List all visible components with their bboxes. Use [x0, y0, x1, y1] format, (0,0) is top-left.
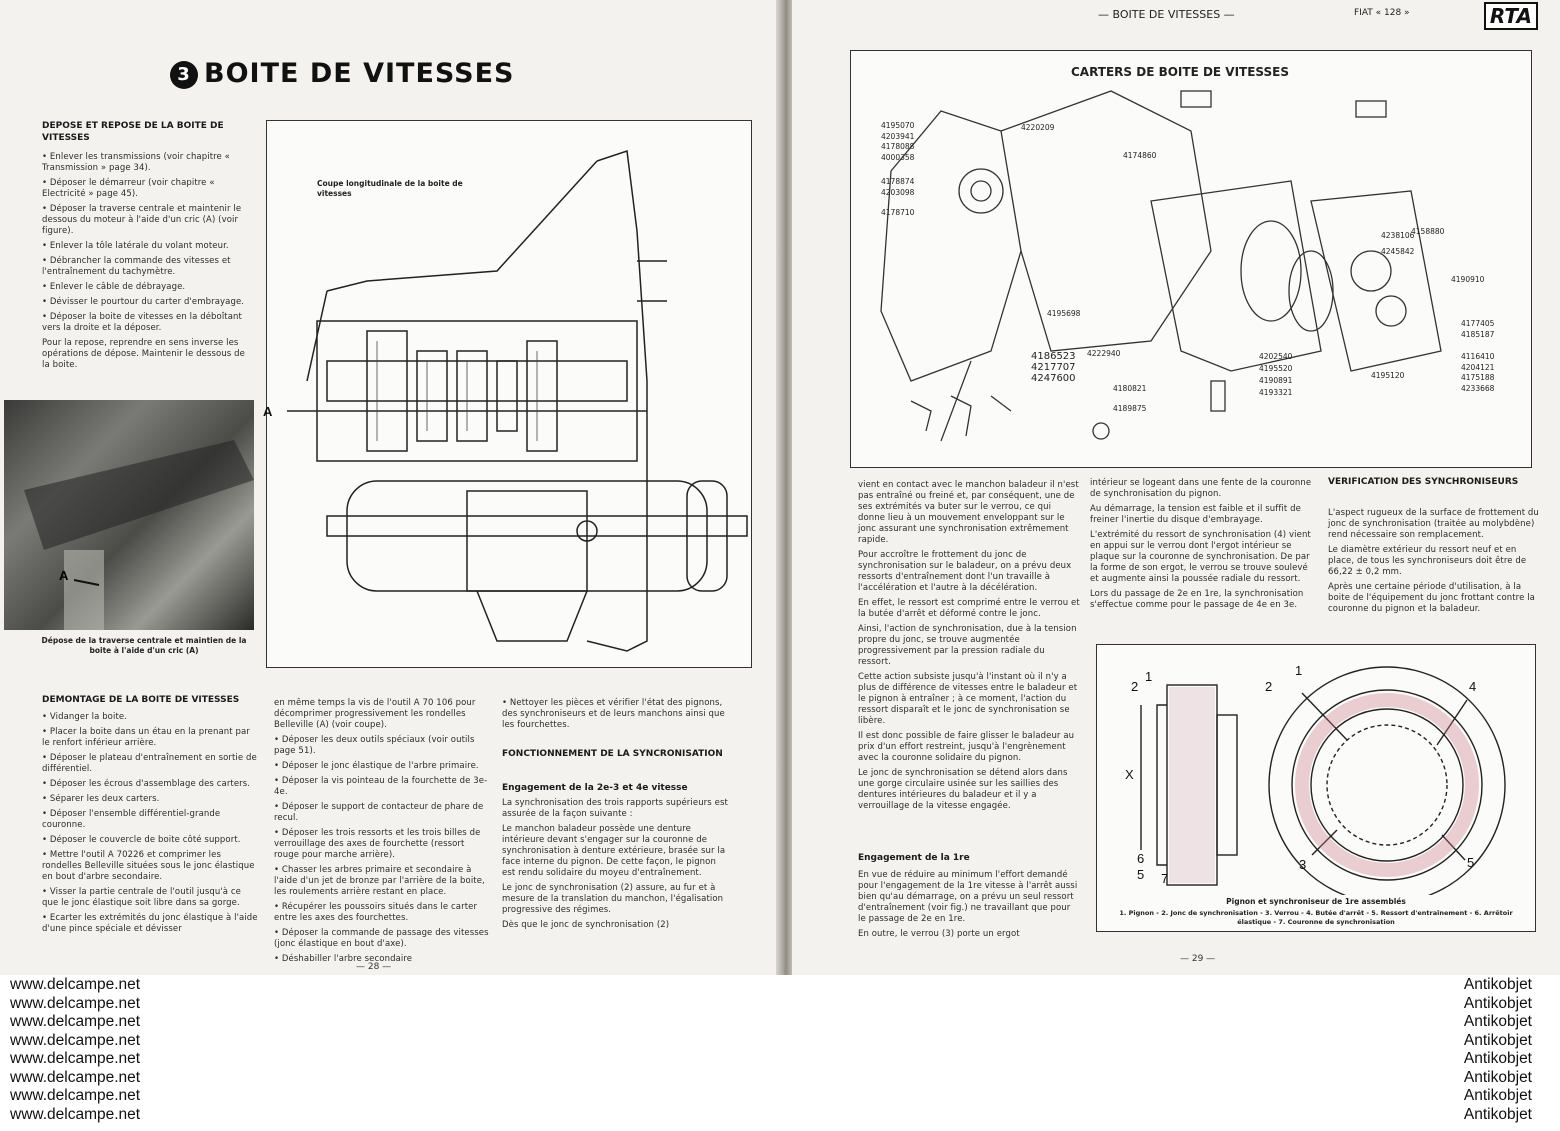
col2-step: • Déshabiller l'arbre secondaire [274, 954, 413, 964]
verification-paragraph: Le diamètre extérieur du ressort neuf et en place, de tous les synchroniseurs doit être de 66,22 ± 0,2 mm. [1328, 545, 1527, 577]
watermark-line: www.delcampe.net [10, 1105, 141, 1123]
synchro-paragraph: Ainsi, l'action de synchronisation, due à la tension propre du jonc, se trouve augmentée progressivement par la pression radiale du ressort. [858, 624, 1077, 667]
photo-detail [4, 400, 254, 630]
synchro-paragraph: Pour accroître le frottement du jonc de synchronisation sur le baladeur, on a prévu deux ressorts d'entraînement dont l'un travaille à l'accélération et l'autre à la décélération. [858, 550, 1072, 593]
part-number: 4178088 [881, 142, 915, 151]
demontage-step: • Séparer les deux carters. [42, 794, 160, 804]
fonctionnement-paragraph: Dès que le jonc de synchronisation (2) [502, 920, 670, 930]
part-numbers-left [881, 121, 914, 219]
right-page-number: — 29 — [1180, 954, 1216, 964]
part-number: 4195120 [1371, 371, 1405, 380]
synchro-paragraph: Lors du passage de 2e en 1re, la synchronisation s'effectue comme pour le passage de 4e en 3e. [1090, 589, 1304, 610]
col2-step: • Déposer la vis pointeau de la fourchette de 3e-4e. [274, 776, 488, 797]
col2-step: • Déposer les deux outils spéciaux (voir outils page 51). [274, 735, 475, 756]
section-title [170, 58, 514, 89]
gearbox-section-drawing [263, 120, 752, 668]
synchro-caption-title: Pignon et synchroniseur de 1re assemblés [1226, 897, 1406, 906]
part-number: 4245842 [1381, 247, 1415, 256]
part-number: 4233668 [1461, 383, 1495, 393]
part-numbers-lower [1113, 379, 1146, 419]
watermark-right [1464, 976, 1532, 1124]
depose-steps [42, 152, 254, 375]
part-number: 4220209 [1021, 123, 1055, 132]
watermark-line: www.delcampe.net [10, 1013, 141, 1030]
part-number: 4186523 [1031, 351, 1076, 362]
part-number: 4247600 [1031, 373, 1076, 384]
synchro-label: 7 [1161, 871, 1169, 886]
verification-paragraph: L'aspect rugueux de la surface de frottement du jonc de synchronisation (traitée au molybdène) rend nécessaire son remplacement. [1328, 508, 1539, 540]
cric-photo [4, 400, 254, 630]
running-title: — BOITE DE VITESSES — [1098, 8, 1235, 21]
part-number: 4177405 [1461, 319, 1495, 328]
photo-caption: Dépose de la traverse centrale et maintien de la boite à l'aide d'un cric (A) [41, 636, 247, 655]
demontage-step: • Déposer les écrous d'assemblage des carters. [42, 779, 251, 789]
demontage-step: • Déposer l'ensemble différentiel-grande couronne. [42, 809, 221, 830]
part-number: 4180821 [1113, 384, 1147, 393]
photo-label: A [59, 568, 69, 583]
synchro-label: 4 [1469, 679, 1477, 694]
fonctionnement-text [502, 798, 732, 935]
synchro-label: 5 [1467, 855, 1475, 870]
synchro-label: 2 [1131, 679, 1139, 694]
engagement1-paragraph: En outre, le verrou (3) porte un ergot [858, 929, 1020, 939]
demontage-col3 [502, 698, 732, 735]
verification-heading: VERIFICATION DES SYNCHRONISEURS [1328, 477, 1519, 487]
engagement1-paragraph: En vue de réduire au minimum l'effort demandé pour l'engagement de la 1re vitesse à l'arrêt aussi bien qu'au démarrage, on a prévu un seul ressort d'entraînement (voir fig.) ne travaillant que pour le passage de 2e en 1re. [858, 870, 1078, 924]
model-name: FIAT « 128 » [1354, 8, 1410, 18]
synchro-paragraph: Cette action subsiste jusqu'à l'instant où il n'y a plus de différence de vitesses entre le baladeur et le pignon à entraîner ; à ce moment, l'action du ressort disparaît et le jonc de synchronisation se libère. [858, 672, 1078, 726]
synchro-paragraph: Au démarrage, la tension est faible et il suffit de freiner l'inertie du disque d'embrayage. [1090, 504, 1301, 525]
section-number: 3 [170, 61, 198, 89]
demontage-step: • Vidanger la boite. [42, 712, 128, 722]
synchro-paragraph: vient en contact avec le manchon baladeur il n'est pas entraîné ou freiné et, par conséquent, une de ses extrémités va buter sur le verrou, ce qui donne lieu à un mouvement enveloppant sur le jonc assurant une synchronisation extrêmement rapide. [858, 480, 1079, 545]
carter-exploded-diagram [850, 50, 1532, 468]
rta-logo: RTA [1484, 2, 1538, 30]
col2-step: • Déposer le support de contacteur de phare de recul. [274, 802, 484, 823]
demontage-heading: DEMONTAGE DE LA BOITE DE VITESSES [42, 695, 240, 705]
synchro-paragraph: En effet, le ressort est comprimé entre le verrou et la butée d'arrêt et déformé contre le jonc. [858, 598, 1080, 619]
synchro-paragraph: Le jonc de synchronisation se détend alors dans une gorge circulaire usinée sur les saillies des dentures intérieures du baladeur et il y a verrouillage de la vitesse engagée. [858, 768, 1068, 811]
synchro-paragraph: intérieur se logeant dans une fente de la couronne de synchronisation du pignon. [1090, 478, 1312, 499]
right-page [792, 0, 1560, 975]
watermark-line: Antikobjet [1463, 1050, 1532, 1067]
col2-step: • Déposer le jonc élastique de l'arbre primaire. [274, 761, 479, 771]
watermark-line: www.delcampe.net [10, 994, 141, 1012]
demontage-step: • Déposer le plateau d'entraînement en sortie de différentiel. [42, 753, 257, 774]
depose-heading: DEPOSE ET REPOSE DE LA BOITE DE VITESSES [42, 121, 224, 143]
synchro-figure [1096, 644, 1536, 932]
part-number: 4190891 [1259, 376, 1293, 385]
depose-step: • Débrancher la commande des vitesses et l'entraînement du tachymètre. [42, 256, 231, 277]
watermark-line: www.delcampe.net [10, 976, 141, 993]
col2-step: • Déposer les trois ressorts et les trois billes de verrouillage des axes de fourchette (ressort rouge pour marche arrière). [274, 828, 481, 860]
part-number: 4195698 [1047, 309, 1081, 318]
synchro-label: 6 [1137, 851, 1145, 866]
section-title-text: BOITE DE VITESSES [204, 58, 515, 89]
watermark-line: www.delcampe.net [10, 1068, 141, 1086]
depose-step: • Enlever les transmissions (voir chapitre « Transmission » page 34). [42, 152, 230, 173]
watermark-line: Antikobjet [1463, 1105, 1532, 1123]
part-number: 4175188 [1461, 373, 1495, 382]
watermark-line: Antikobjet [1463, 1031, 1532, 1049]
synchro-label: 2 [1265, 679, 1273, 694]
part-number: 4116410 [1461, 352, 1495, 361]
synchro-label: 5 [1137, 867, 1145, 882]
exploded-drawing [851, 51, 1531, 467]
part-number: 4193321 [1259, 388, 1293, 397]
engagement1-heading: Engagement de la 1re [858, 853, 970, 863]
synchro-label: 3 [1299, 857, 1307, 872]
depose-step: • Déposer le démarreur (voir chapitre « Electricité » page 45). [42, 178, 215, 199]
demontage-step: • Déposer le couvercle de boite côté support. [42, 835, 241, 845]
demontage-steps [42, 712, 260, 939]
synchro-label: 1 [1295, 663, 1303, 678]
depose-step: • Déposer la traverse centrale et maintenir le dessous du moteur à l'aide d'un cric (A) (voir figure). [42, 204, 242, 236]
part-number: 4195070 [881, 121, 915, 130]
part-number: 4238106 [1381, 231, 1415, 240]
col2-step: en même temps la vis de l'outil A 70 106 pour décomprimer progressivement les rondelles Belleville (A) (voir coupe). [274, 698, 476, 730]
engagement-heading: Engagement de la 2e-3 et 4e vitesse [502, 783, 688, 793]
left-page-number: — 28 — [356, 962, 392, 972]
demontage-step: • Placer la boite dans un étau en la prenant par le renfort inférieur arrière. [42, 727, 250, 748]
depose-step: • Déposer la boite de vitesses en la déboîtant vers la droite et la déposer. [42, 312, 242, 333]
part-number: 4174860 [1123, 151, 1157, 160]
part-number: 4185187 [1461, 329, 1495, 339]
part-number: 4178710 [881, 208, 915, 217]
col3-step: • Nettoyer les pièces et vérifier l'état des pignons, des synchroniseurs et de leurs manchons ainsi que les fourchettes. [502, 698, 725, 730]
fonctionnement-paragraph: La synchronisation des trois rapports supérieurs est assurée de la façon suivante : [502, 798, 728, 819]
synchro-label: X [1125, 767, 1134, 782]
demontage-step: • Mettre l'outil A 70226 et comprimer les rondelles Belleville situées sous le jonc élastique en bout d'arbre secondaire. [42, 850, 255, 882]
part-number: 4203098 [881, 187, 915, 197]
col2-step: • Récupérer les poussoirs situés dans le carter entre les axes des fourchettes. [274, 902, 478, 923]
verification-paragraph: Après une certaine période d'utilisation, à la boite de l'équipement du jonc frottant contre la couronne du pignon et la baladeur. [1328, 582, 1535, 614]
watermark-line: Antikobjet [1463, 976, 1532, 993]
demontage-step: • Visser la partie centrale de l'outil jusqu'à ce que le jonc élastique soit libre dans sa gorge. [42, 887, 241, 908]
synchro-caption-legend: 1. Pignon - 2. Jonc de synchronisation - 3. Verrou - 4. Butée d'arrêt - 5. Ressort d'entraînement - 6. Arrêtoir élastique - 7. Couronne de synchronisation [1119, 909, 1513, 926]
watermark-line: Antikobjet [1463, 1087, 1532, 1104]
part-number: 4189875 [1113, 404, 1147, 413]
watermark-left [10, 976, 140, 1124]
synchro-label: 1 [1145, 669, 1153, 684]
part-number: 4178874 [881, 177, 915, 186]
verification-text [1328, 508, 1540, 619]
part-number: 4203941 [881, 131, 915, 141]
fonctionnement-heading: FONCTIONNEMENT DE LA SYNCRONISATION [502, 749, 723, 759]
part-number: 4204121 [1461, 362, 1495, 372]
diagram-title: CARTERS DE BOITE DE VITESSES [1071, 65, 1290, 79]
engagement1-text [858, 870, 1080, 944]
depose-step: Pour la repose, reprendre en sens inverse les opérations de dépose. Maintenir le dessous de la boite. [42, 338, 245, 370]
col2-step: • Déposer la commande de passage des vitesses (jonc élastique en bout d'axe). [274, 928, 489, 949]
part-number: 4190910 [1451, 275, 1485, 284]
watermark-line: Antikobjet [1463, 994, 1532, 1012]
col2-step: • Chasser les arbres primaire et secondaire à l'aide d'un jet de bronze par l'arrière de la boite, les roulements arrière restant en place. [274, 865, 485, 897]
synchro-paragraph: Il est donc possible de faire glisser le baladeur au prix d'un effort restreint, jusqu'à l'engrènement avec la couronne solidaire du pignon. [858, 731, 1075, 763]
demontage-col2 [274, 698, 490, 969]
demontage-step: • Ecarter les extrémités du jonc élastique à l'aide d'une pince spéciale et dévisser [42, 913, 258, 934]
depose-step: • Enlever la tôle latérale du volant moteur. [42, 241, 229, 251]
depose-step: • Dévisser le pourtour du carter d'embrayage. [42, 297, 245, 307]
part-number: 4195520 [1259, 364, 1293, 373]
watermark-line: Antikobjet [1463, 1013, 1532, 1030]
left-page [0, 0, 778, 975]
synchro-col1 [858, 480, 1080, 816]
part-numbers-right [1461, 319, 1494, 394]
watermark-line: Antikobjet [1463, 1068, 1532, 1086]
synchro-col2 [1090, 478, 1312, 615]
synchro-paragraph: L'extrémité du ressort de synchronisation (4) vient en appui sur le verrou dont l'ergot intérieur se plaque sur la couronne de synchronisation. De par la forme de son ergot, le verrou se trouve soulevé et augmente ainsi la poussée radiale du ressort. [1090, 530, 1311, 584]
fonctionnement-paragraph: Le jonc de synchronisation (2) assure, au fur et à mesure de la translation du manchon, l'égalisation progressive des régimes. [502, 883, 724, 915]
watermark-line: www.delcampe.net [10, 1050, 141, 1067]
gearbox-drawing [267, 121, 751, 667]
part-number: 4217707 [1031, 362, 1076, 373]
watermark-line: www.delcampe.net [10, 1031, 141, 1049]
drawing-label: A [263, 404, 273, 419]
part-number: 4158880 [1411, 227, 1445, 236]
part-numbers-bottom [1031, 351, 1076, 384]
depose-step: • Enlever le câble de débrayage. [42, 282, 186, 292]
part-number: 4202540 [1259, 352, 1293, 361]
part-numbers-lower-right [1259, 351, 1292, 399]
drawing-title: Coupe longitudinale de la boite de vitesses [317, 179, 463, 198]
part-number: 4000358 [881, 152, 915, 162]
part-number: 4222940 [1087, 349, 1121, 358]
fonctionnement-paragraph: Le manchon baladeur possède une denture intérieure devant s'engager sur la couronne de synchronisation à denture extérieure, brasée sur la face interne du pignon. De cette façon, le pignon est rendu solidaire du moyeu d'entraînement. [502, 824, 726, 878]
watermark-line: www.delcampe.net [10, 1087, 141, 1104]
